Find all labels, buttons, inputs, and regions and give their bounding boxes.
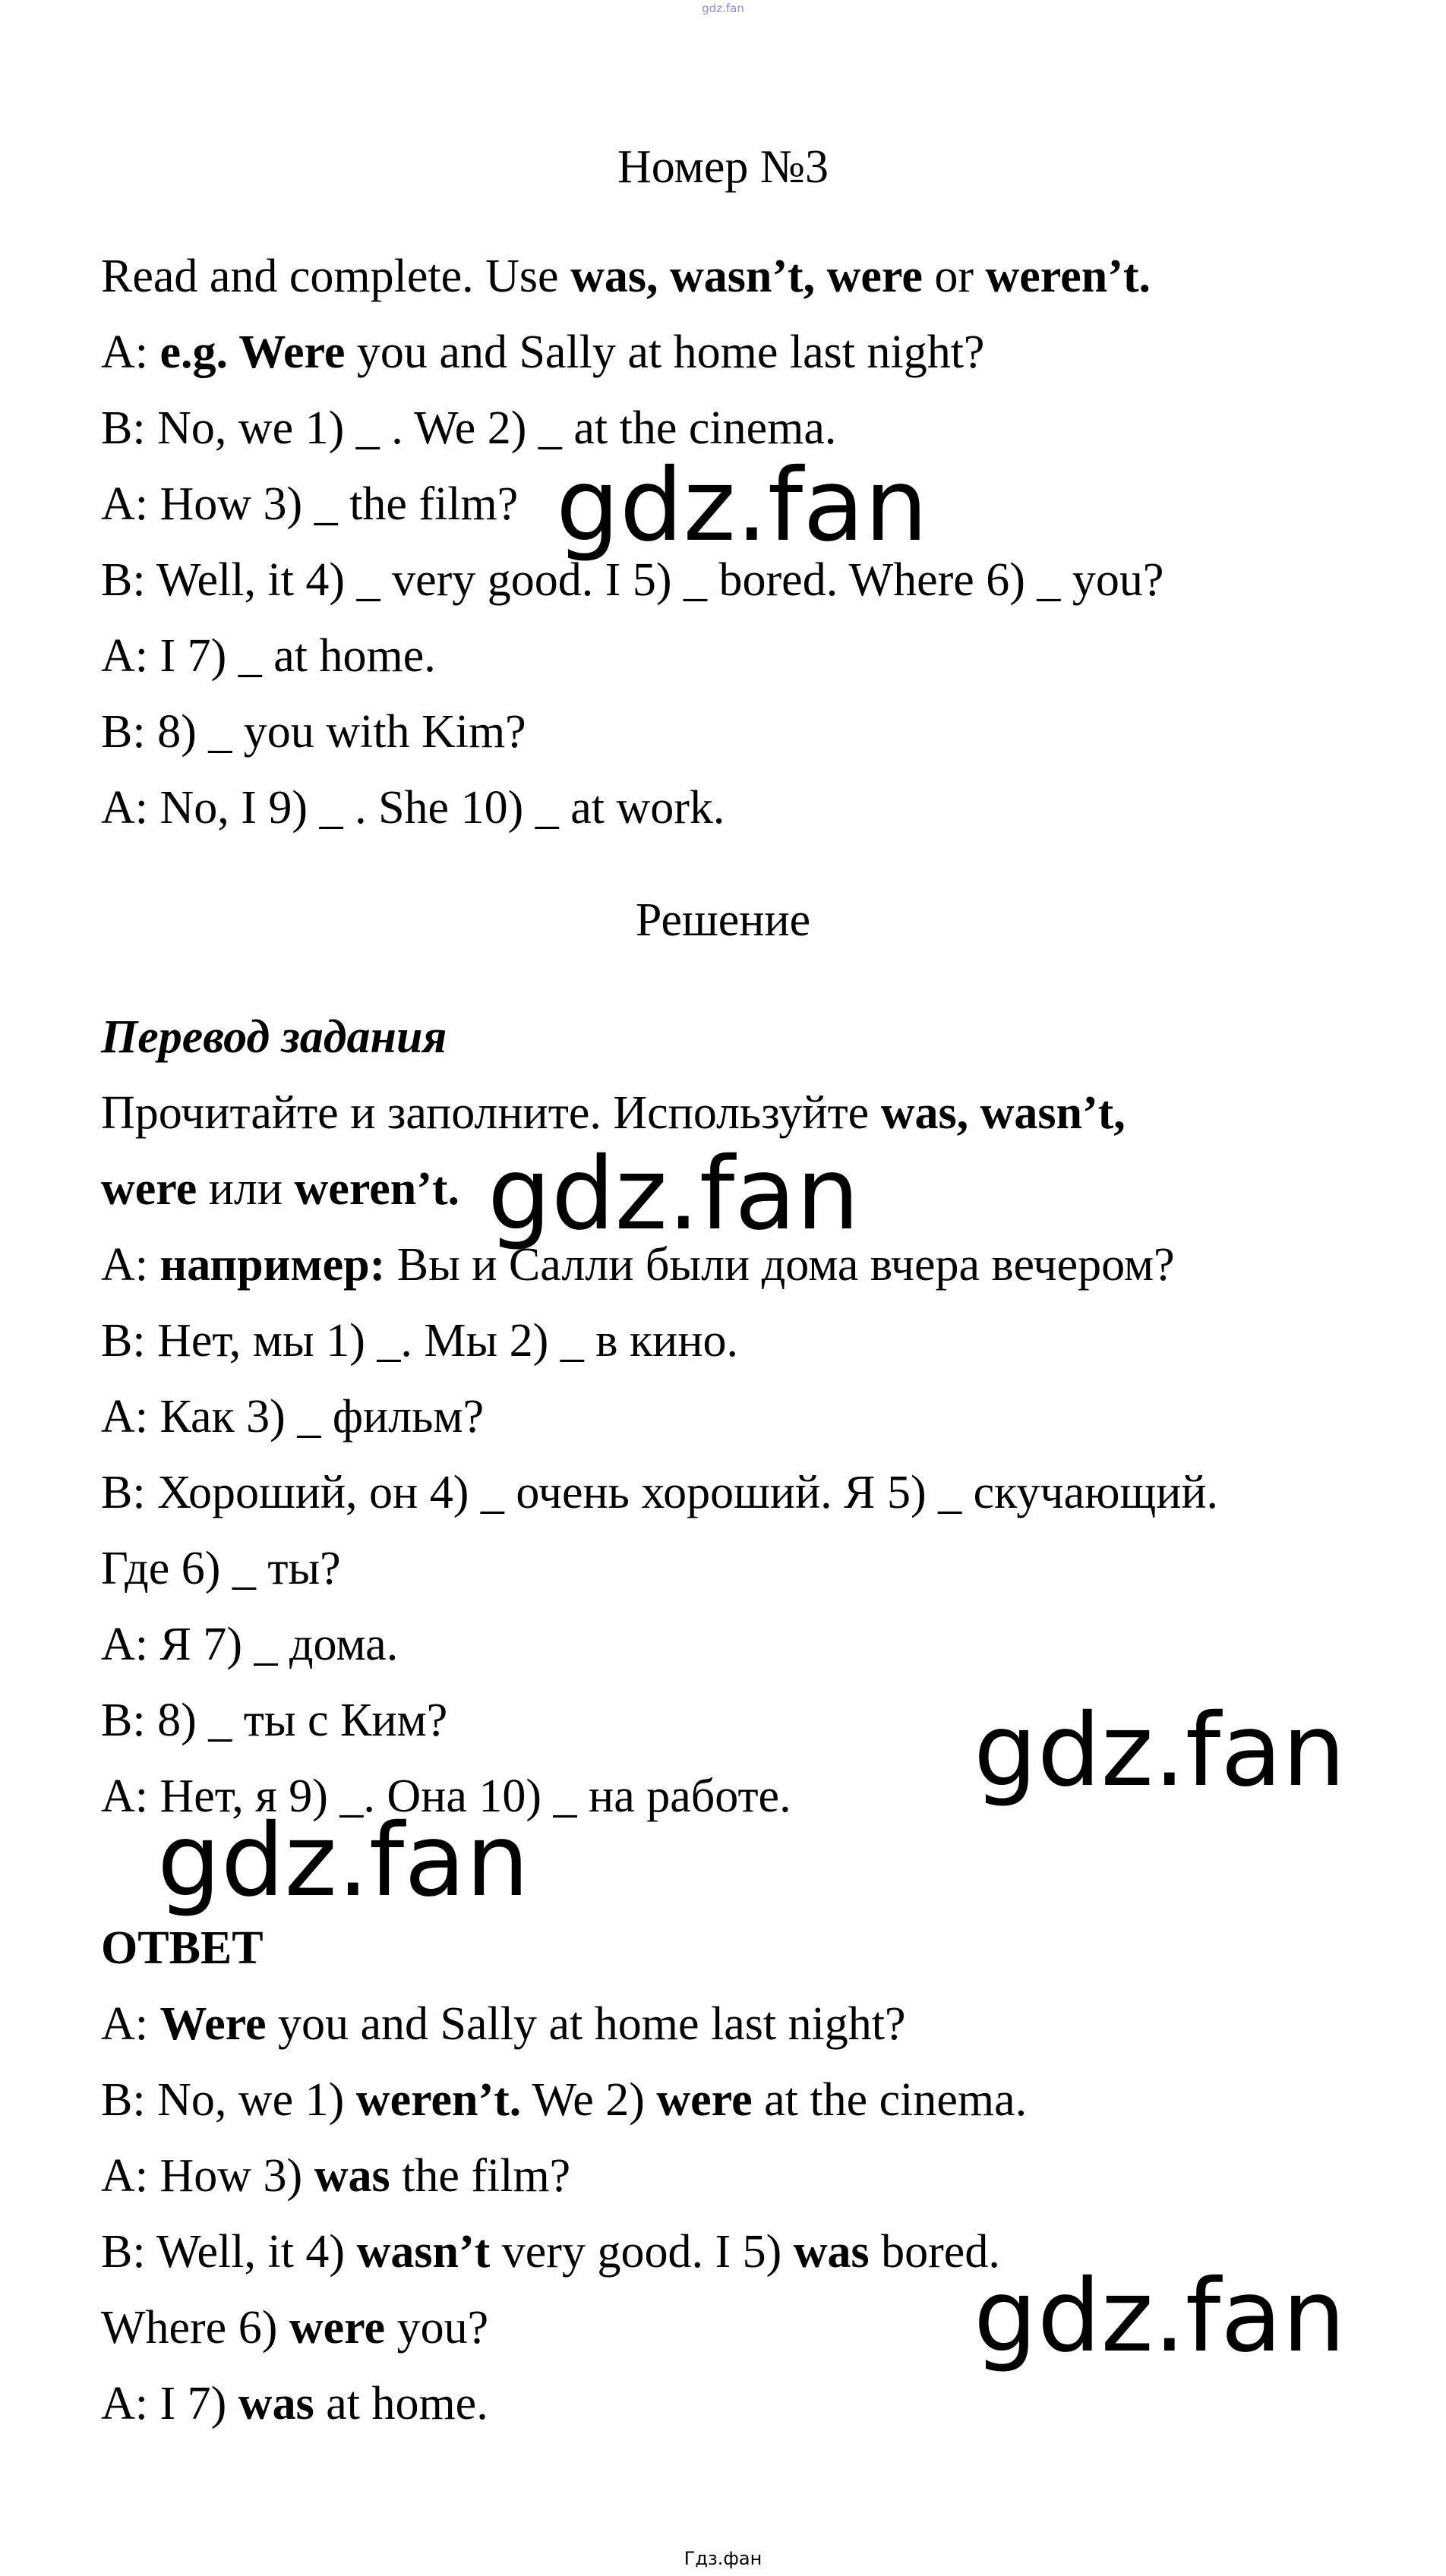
top-watermark: gdz.fan <box>702 2 744 15</box>
translation-line-7: B: 8) _ ты с Ким? <box>101 1695 448 1746</box>
answer-bold: was <box>238 2378 314 2429</box>
translation-text: Вы и Салли были дома вчера вечером? <box>385 1239 1175 1291</box>
answer-text: A: I 7) <box>101 2378 238 2429</box>
translation-paragraph-1 <box>101 1085 1126 1141</box>
answer-line-2 <box>101 2072 1027 2128</box>
page-title: Номер №3 <box>617 141 829 193</box>
translation-paragraph-2 <box>101 1161 459 1217</box>
translation-line-6: A: Я 7) _ дома. <box>101 1619 399 1670</box>
answer-text: you? <box>385 2302 489 2354</box>
dialog-text: you and Sally at home last night? <box>345 326 985 378</box>
task-text: or <box>922 251 986 302</box>
answer-bold: was <box>314 2150 390 2202</box>
answer-text: you and Sally at home last night? <box>266 1998 906 2050</box>
task-bold-words: weren’t. <box>985 251 1151 302</box>
answer-text: A: How 3) <box>101 2150 314 2202</box>
translation-line-3: A: Как 3) _ фильм? <box>101 1391 485 1442</box>
dialog-line-6: B: 8) _ you with Kim? <box>101 706 526 758</box>
answer-line-5 <box>101 2300 488 2356</box>
dialog-text: A: <box>101 326 160 378</box>
answer-line-1 <box>101 1996 906 2052</box>
dialog-line-4: B: Well, it 4) _ very good. I 5) _ bored. Where 6) _ you? <box>101 554 1164 606</box>
watermark: gdz.fan <box>488 1136 860 1253</box>
answer-bold: wasn’t <box>356 2226 491 2278</box>
task-bold-words: was, wasn’t, were <box>570 251 923 302</box>
answer-text: at the cinema. <box>752 2074 1028 2126</box>
solution-title: Решение <box>635 894 811 946</box>
bottom-watermark: Гдз.фан <box>684 2548 762 2569</box>
dialog-bold: e.g. Were <box>159 326 346 378</box>
translation-text: Прочитайте и заполните. Используйте <box>101 1087 881 1139</box>
translation-line-5: Где 6) _ ты? <box>101 1543 341 1594</box>
answer-text: We 2) <box>521 2074 657 2126</box>
dialog-line-5: A: I 7) _ at home. <box>101 630 436 682</box>
translation-heading: Перевод задания <box>101 1011 447 1063</box>
answer-line-3 <box>101 2148 570 2204</box>
dialog-line-3: A: How 3) _ the film? <box>101 478 519 530</box>
answer-text: very good. I 5) <box>490 2226 794 2278</box>
dialog-line-1 <box>101 324 984 380</box>
task-text: Read and complete. Use <box>101 251 571 302</box>
watermark: gdz.fan <box>974 1692 1346 1809</box>
translation-text: или <box>197 1163 295 1215</box>
translation-line-8: A: Нет, я 9) _. Она 10) _ на работе. <box>101 1770 791 1822</box>
dialog-line-2: B: No, we 1) _ . We 2) _ at the cinema. <box>101 402 837 454</box>
answer-bold: were <box>289 2302 386 2354</box>
answer-bold: was <box>793 2226 870 2278</box>
translation-bold: was, wasn’t, <box>880 1087 1126 1139</box>
answer-line-6 <box>101 2376 488 2432</box>
translation-line-2: B: Нет, мы 1) _. Мы 2) _ в кино. <box>101 1315 739 1367</box>
watermark: gdz.fan <box>556 447 928 564</box>
answer-text: B: Well, it 4) <box>101 2226 357 2278</box>
dialog-line-7: A: No, I 9) _ . She 10) _ at work. <box>101 782 725 834</box>
translation-bold: were <box>101 1163 197 1215</box>
translation-bold: weren’t. <box>294 1163 460 1215</box>
answer-text: at home. <box>314 2378 488 2429</box>
answer-text: B: No, we 1) <box>101 2074 356 2126</box>
answer-text: Where 6) <box>101 2302 289 2354</box>
answer-heading: ОТВЕТ <box>101 1922 264 1974</box>
answer-text: A: <box>101 1998 160 2050</box>
translation-line-4: B: Хороший, он 4) _ очень хороший. Я 5) _ скучающий. <box>101 1467 1219 1518</box>
watermark: gdz.fan <box>157 1802 529 1919</box>
answer-bold: Were <box>159 1998 267 2050</box>
answer-line-4 <box>101 2224 1000 2280</box>
answer-text: the film? <box>390 2150 571 2202</box>
answer-bold: were <box>656 2074 753 2126</box>
answer-text: bored. <box>869 2226 1000 2278</box>
translation-text: A: <box>101 1239 160 1291</box>
answer-bold: weren’t. <box>355 2074 522 2126</box>
task-instruction <box>101 248 1151 304</box>
translation-bold: например: <box>159 1239 386 1291</box>
watermark: gdz.fan <box>974 2258 1346 2375</box>
